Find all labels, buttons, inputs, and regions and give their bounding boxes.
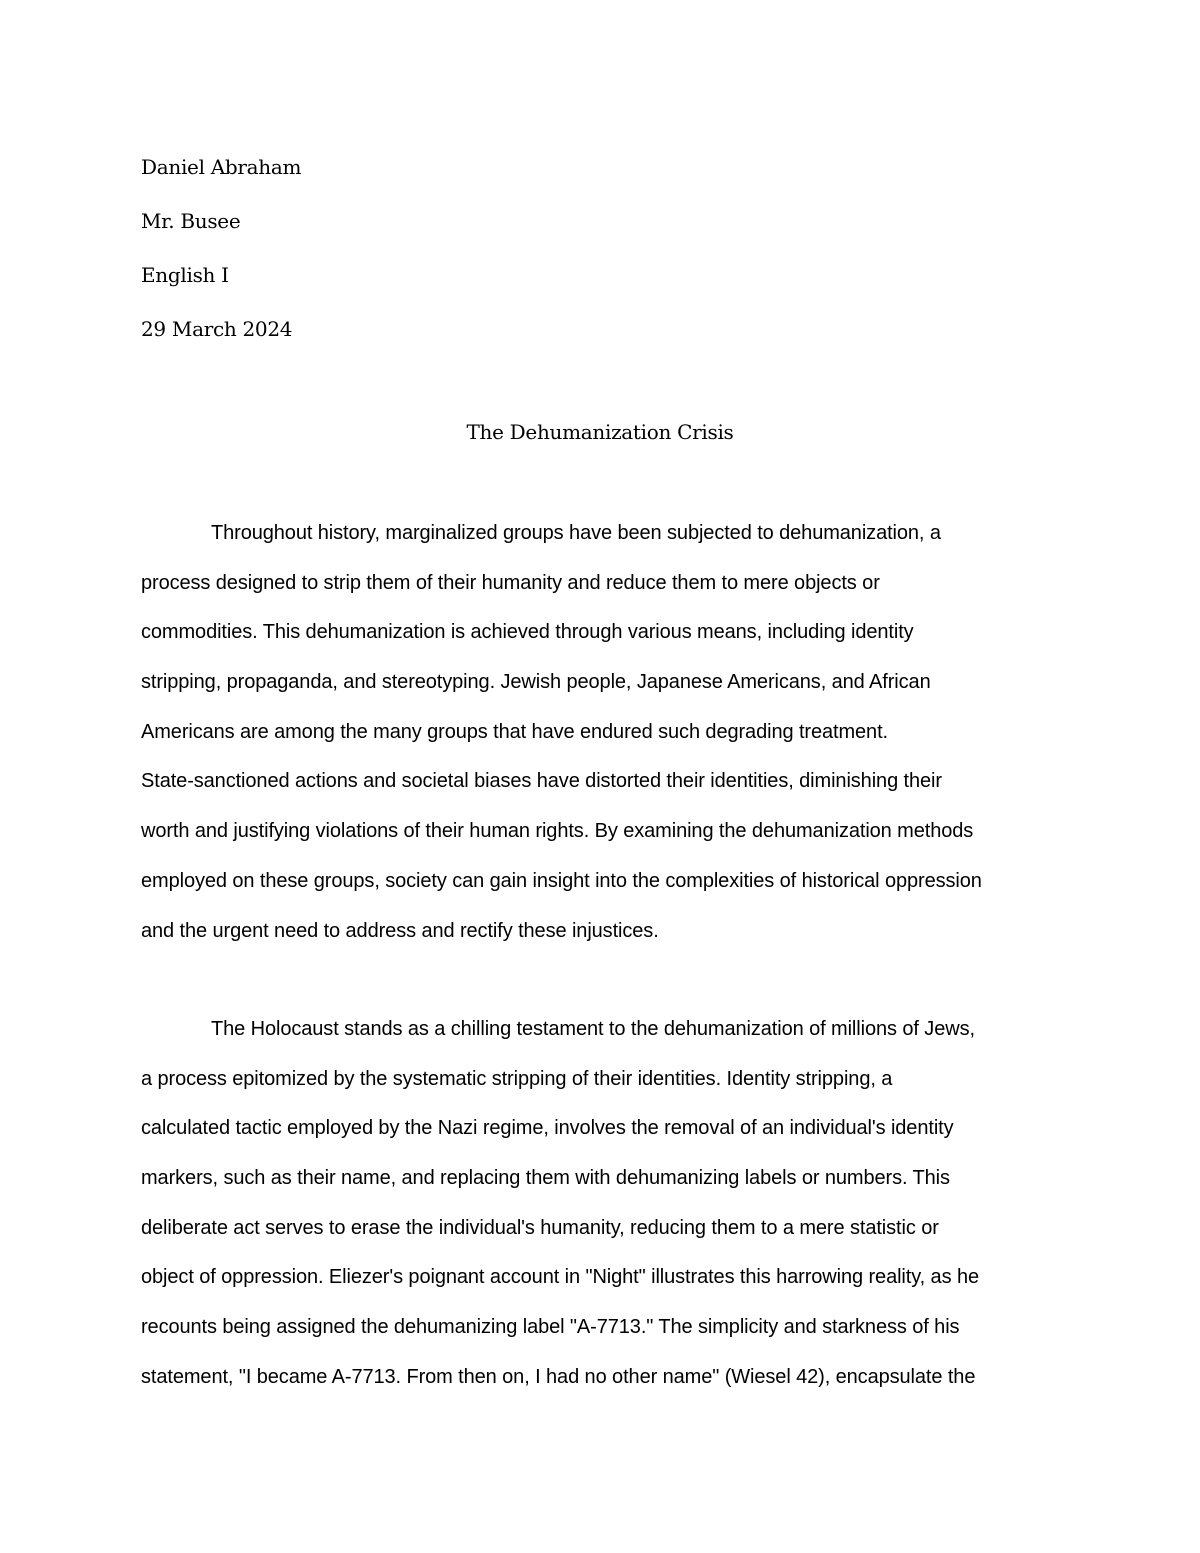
paragraph-line: Americans are among the many groups that have endured such degrading treatment. [141,720,888,743]
paragraph-line: recounts being assigned the dehumanizing label "A-7713." The simplicity and starkness of his [141,1316,960,1339]
essay-date: 29 March 2024 [141,317,293,341]
paragraph-line: stripping, propaganda, and stereotyping. Jewish people, Japanese Americans, and African [141,671,931,694]
paragraph-line: State-sanctioned actions and societal biases have distorted their identities, diminishing their [141,770,942,793]
paragraph-line: employed on these groups, society can gain insight into the complexities of historical oppression [141,869,982,892]
mla-heading [141,140,301,356]
paragraph-line: statement, "I became A-7713. From then on, I had no other name" (Wiesel 42), encapsulate the [141,1365,976,1388]
paragraph-line: deliberate act serves to erase the individual's humanity, reducing them to a mere statistic or [141,1216,939,1239]
paragraph-line: process designed to strip them of their humanity and reduce them to mere objects or [141,571,880,594]
body-paragraph [141,509,1061,956]
paragraph-line: commodities. This dehumanization is achieved through various means, including identity [141,621,914,644]
paragraph-line: a process epitomized by the systematic stripping of their identities. Identity stripping, a [141,1067,893,1090]
paragraph-line: worth and justifying violations of their human rights. By examining the dehumanization methods [141,820,974,843]
instructor-name: Mr. Busee [141,209,241,233]
paragraph-line: and the urgent need to address and rectify these injustices. [141,919,659,942]
paragraph-line: The Holocaust stands as a chilling testament to the dehumanization of millions of Jews, [211,1018,975,1040]
author-name: Daniel Abraham [141,155,302,179]
paragraph-line: Throughout history, marginalized groups have been subjected to dehumanization, a [211,522,941,544]
paragraph-line: markers, such as their name, and replacing them with dehumanizing labels or numbers. This [141,1167,950,1190]
paragraph-line: calculated tactic employed by the Nazi regime, involves the removal of an individual's identity [141,1117,954,1140]
paragraph-line: object of oppression. Eliezer's poignant account in "Night" illustrates this harrowing reality, as he [141,1266,979,1289]
essay-title: The Dehumanization Crisis [466,420,734,444]
course-name: English I [141,263,229,287]
body-paragraph [141,1005,1061,1403]
